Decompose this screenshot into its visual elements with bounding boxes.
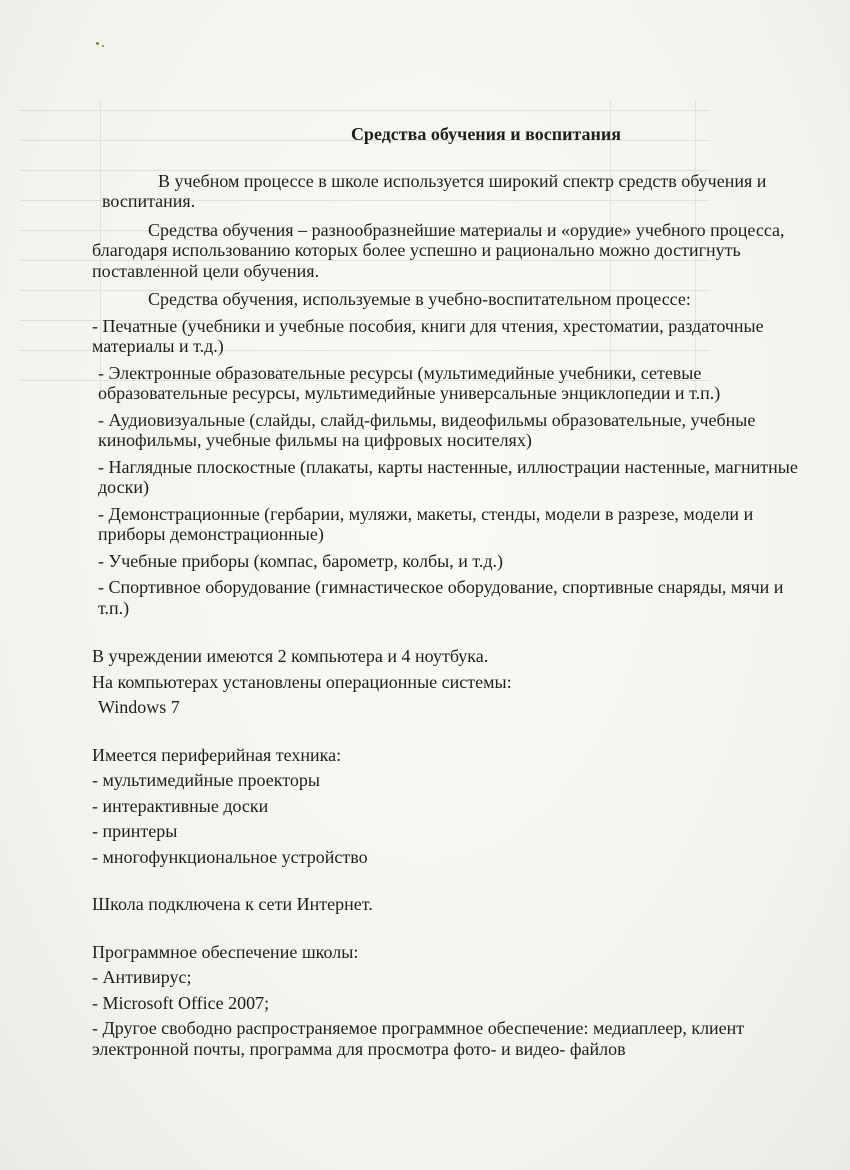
peripheral-item: - принтеры xyxy=(92,821,178,841)
computers-count: В учреждении имеются 2 компьютера и 4 ноутбука. xyxy=(92,646,489,666)
intro-paragraph: В учебном процессе в школе используется широкий спектр средств обучения и воспитания. xyxy=(102,170,767,211)
document-body xyxy=(92,124,802,1064)
page-title: Средства обучения и воспитания xyxy=(350,124,622,144)
means-list-item: - Электронные образовательные ресурсы (мультимедийные учебники, сетевые образовательные ресурсы, мультимедийные универсальные энциклопедии и т.п.) xyxy=(98,362,721,403)
software-heading: Программное обеспечение школы: xyxy=(92,941,359,962)
means-list-item: - Демонстрационные (гербарии, муляжи, макеты, стенды, модели в разрезе, модели и приборы демонстрационные) xyxy=(98,503,754,544)
internet-text: Школа подключена к сети Интернет. xyxy=(92,894,373,914)
software-item: - Microsoft Office 2007; xyxy=(92,992,270,1013)
means-list-item: - Аудиовизуальные (слайды, слайд-фильмы, видеофильмы образовательные, учебные кинофильмы, учебные фильмы на цифровых носителях) xyxy=(98,409,756,450)
speck-mark xyxy=(102,45,104,47)
peripheral-item: - многофункциональное устройство xyxy=(92,846,368,867)
peripherals-heading: Имеется периферийная техника: xyxy=(92,744,342,765)
intro-paragraph: Средства обучения, используемые в учебно-воспитательном процессе: xyxy=(148,289,691,309)
means-list-item: - Учебные приборы (компас, барометр, колбы, и т.д.) xyxy=(98,550,504,571)
os-text: На компьютерах установлены операционные системы: xyxy=(92,671,512,692)
software-item: - Другое свободно распространяемое программное обеспечение: медиаплеер, клиент электронной почты, программа для просмотра фото- и видео- файлов xyxy=(92,1018,745,1059)
peripheral-item: - интерактивные доски xyxy=(92,795,269,816)
peripheral-item: - мультимедийные проекторы xyxy=(92,770,320,790)
means-list-item: - Печатные (учебники и учебные пособия, книги для чтения, хрестоматии, раздаточные материалы и т.д.) xyxy=(92,315,764,356)
speck-mark xyxy=(96,42,99,45)
means-list-item: - Наглядные плоскостные (плакаты, карты настенные, иллюстрации настенные, магнитные доски) xyxy=(98,456,798,497)
os-name: Windows 7 xyxy=(98,697,180,717)
intro-paragraph: Средства обучения – разнообразнейшие материалы и «орудие» учебного процесса, благодаря использованию которых более успешно и рационально можно достигнуть поставленной цели обучения. xyxy=(92,219,785,281)
means-list-item: - Спортивное оборудование (гимнастическое оборудование, спортивные снаряды, мячи и т.п.) xyxy=(98,577,784,618)
software-item: - Антивирус; xyxy=(92,967,192,987)
